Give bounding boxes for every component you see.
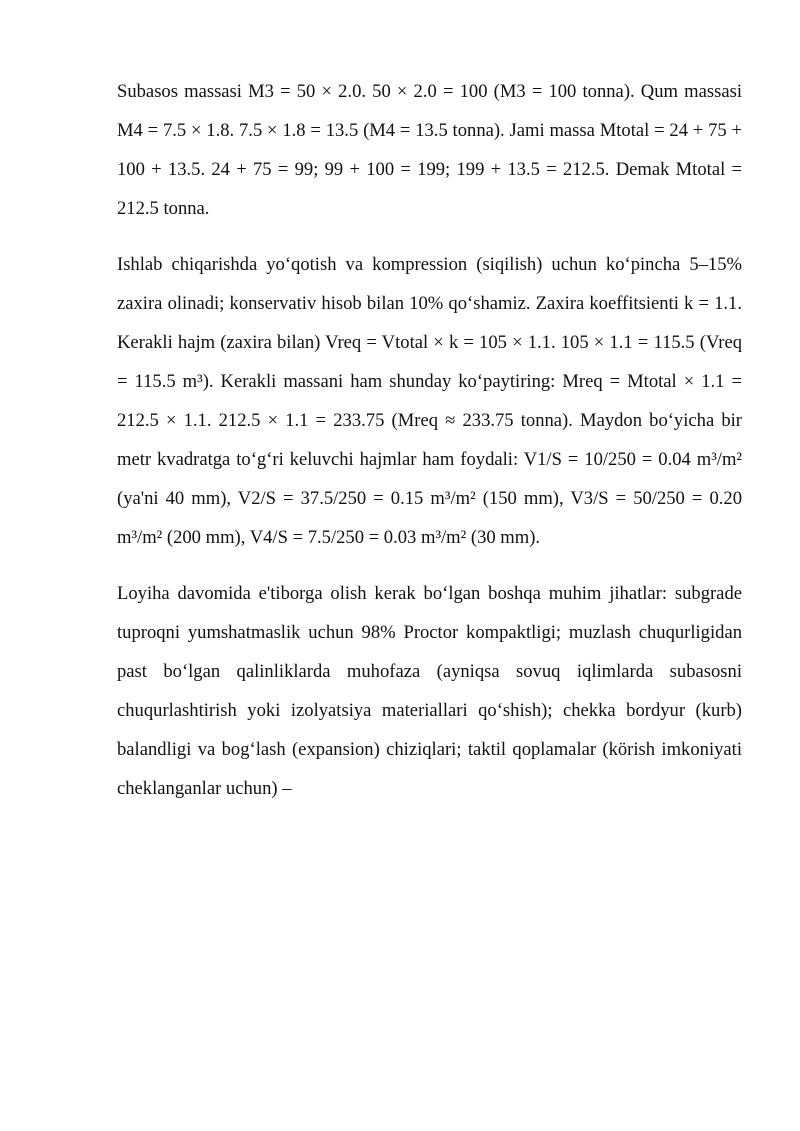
paragraph-mass-calculation: Subasos massasi M3 = 50 × 2.0. 50 × 2.0 = 100 (M3 = 100 tonna). Qum massasi M4 = 7.5 × 1.8. 7.5 × 1.8 = 13.5 (M4 = 13.5 tonna). Jami massa Mtotal = 24 + 75 + 100 + 13.5. 24 + 75 = 99; 99 + 100 = 199; 199 + 13.5 = 212.5. Demak Mtotal = 212.5 tonna. [117, 81, 742, 219]
paragraph-design-considerations: Loyiha davomida e'tiborga olish kerak bo‘lgan boshqa muhim jihatlar: subgrade tuproqni yumshatmaslik uchun 98% Proctor kompaktligi; muzlash chuqurligidan past bo‘lgan qalinliklarda muhofaza (ayniqsa sovuq iqlimlarda subasosni chuqurlashtirish yoki izolyatsiya materiallari qo‘shish); chekka bordyur (kurb) balandligi va bog‘lash (expansion) chiziqlari; taktil qoplamalar (körish imkoniyati cheklanganlar uchun) – [117, 583, 742, 799]
document-body [117, 72, 742, 808]
paragraph-reserve-calculation: Ishlab chiqarishda yo‘qotish va kompression (siqilish) uchun ko‘pincha 5–15% zaxira olinadi; konservativ hisob bilan 10% qo‘shamiz. Zaxira koeffitsienti k = 1.1. Kerakli hajm (zaxira bilan) Vreq = Vtotal × k = 105 × 1.1. 105 × 1.1 = 115.5 (Vreq = 115.5 m³). Kerakli massani ham shunday ko‘paytiring: Mreq = Mtotal × 1.1 = 212.5 × 1.1. 212.5 × 1.1 = 233.75 (Mreq ≈ 233.75 tonna). Maydon bo‘yicha bir metr kvadratga to‘g‘ri keluvchi hajmlar ham foydali: V1/S = 10/250 = 0.04 m³/m² (ya'ni 40 mm), V2/S = 37.5/250 = 0.15 m³/m² (150 mm), V3/S = 50/250 = 0.20 m³/m² (200 mm), V4/S = 7.5/250 = 0.03 m³/m² (30 mm). [117, 254, 742, 548]
